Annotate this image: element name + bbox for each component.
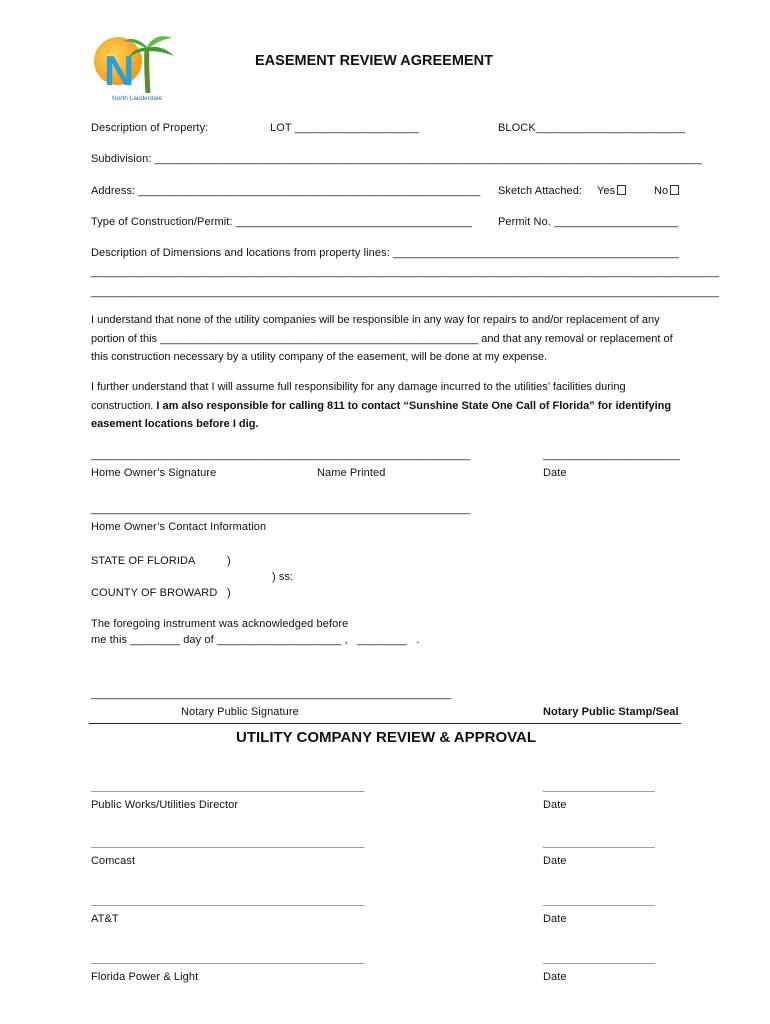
owner-date-label: Date xyxy=(543,467,567,479)
logo-n-letter: N xyxy=(104,47,135,94)
dimensions-line-2[interactable]: _____________________________________________________________________________________________________ xyxy=(91,266,719,278)
dimensions-field[interactable]: Description of Dimensions and locations from property lines: ______________________________________________ xyxy=(91,247,680,259)
owner-signature-line[interactable]: _____________________________________________________________ xyxy=(91,449,471,461)
responsibility-paragraph-2 xyxy=(91,378,681,434)
paragraph-2-text: I further understand that I will assume full responsibility for any damage incurred to the utilities’ facilities during construction. xyxy=(91,381,626,412)
notary-signature-line[interactable]: __________________________________________________________ xyxy=(91,688,452,700)
state-paren: ) xyxy=(227,555,231,567)
permit-no-field[interactable]: Permit No. ____________________ xyxy=(498,216,679,228)
approval-date-label: Date xyxy=(543,855,567,867)
north-lauderdale-logo xyxy=(92,33,178,103)
notary-stamp-label: Notary Public Stamp/Seal xyxy=(543,706,679,718)
sketch-yes-label: Yes xyxy=(597,185,616,197)
sketch-no-option[interactable] xyxy=(654,185,679,197)
approval-label: Florida Power & Light xyxy=(91,971,199,983)
construction-permit-field[interactable]: Type of Construction/Permit: ______________________________________ xyxy=(91,216,473,228)
sketch-no-label: No xyxy=(654,185,669,197)
paragraph-2-bold-text: I am also responsible for calling 811 to contact “Sunshine State One Call of Florida” for identifying easement locations before I dig. xyxy=(91,399,672,430)
sketch-no-checkbox[interactable] xyxy=(670,185,679,195)
name-printed-label: Name Printed xyxy=(317,467,386,479)
approval-signature-line[interactable]: ____________________________________________ xyxy=(91,953,365,965)
lot-field[interactable]: LOT ____________________ xyxy=(270,122,420,134)
dimensions-line-3[interactable]: _____________________________________________________________________________________________________ xyxy=(91,286,719,298)
approval-date-line[interactable]: __________________ xyxy=(543,953,655,965)
notary-signature-label: Notary Public Signature xyxy=(181,706,299,718)
ss-label: ) ss: xyxy=(272,571,294,583)
logo-caption: North Lauderdale xyxy=(112,95,163,102)
approval-section-title: UTILITY COMPANY REVIEW & APPROVAL xyxy=(236,729,537,746)
acknowledgment-line-2[interactable]: me this ________ day of ____________________ , ________ . xyxy=(91,634,420,646)
block-field[interactable]: BLOCK________________________ xyxy=(498,122,686,134)
county-paren: ) xyxy=(227,587,231,599)
approval-signature-line[interactable]: ____________________________________________ xyxy=(91,895,365,907)
approval-label: Comcast xyxy=(91,855,136,867)
approval-date-line[interactable]: __________________ xyxy=(543,895,655,907)
state-label: STATE OF FLORIDA xyxy=(91,555,196,567)
approval-date-line[interactable]: __________________ xyxy=(543,781,655,793)
section-divider xyxy=(89,723,681,724)
approval-date-label: Date xyxy=(543,799,567,811)
address-field[interactable]: Address: _______________________________________________________ xyxy=(91,185,481,197)
acknowledgment-line-1: The foregoing instrument was acknowledged before xyxy=(91,618,349,630)
county-label: COUNTY OF BROWARD xyxy=(91,587,218,599)
document-title: EASEMENT REVIEW AGREEMENT xyxy=(255,53,493,69)
contact-info-line[interactable]: _____________________________________________________________ xyxy=(91,503,471,515)
description-of-property-label: Description of Property: xyxy=(91,122,209,134)
approval-label: AT&T xyxy=(91,913,119,925)
subdivision-field[interactable]: Subdivision: ________________________________________________________________________________________ xyxy=(91,153,702,165)
approval-signature-line[interactable]: ____________________________________________ xyxy=(91,837,365,849)
home-owner-signature-label: Home Owner’s Signature xyxy=(91,467,217,479)
approval-date-label: Date xyxy=(543,971,567,983)
approval-date-label: Date xyxy=(543,913,567,925)
responsibility-paragraph-1: I understand that none of the utility companies will be responsible in any way for repairs to and/or replacement of any portion of this ____________________________________________________ and that any removal or replacement of this construction necessary by a utility company of the easement, will be done at my expense. xyxy=(91,314,673,363)
approval-signature-line[interactable]: ____________________________________________ xyxy=(91,781,365,793)
sketch-yes-checkbox[interactable] xyxy=(617,185,626,195)
sketch-yes-option[interactable] xyxy=(597,185,626,197)
owner-date-line[interactable]: ______________________ xyxy=(543,449,680,461)
approval-label: Public Works/Utilities Director xyxy=(91,799,239,811)
contact-info-label: Home Owner’s Contact Information xyxy=(91,521,267,533)
sketch-attached-label: Sketch Attached: xyxy=(498,185,583,197)
approval-date-line[interactable]: __________________ xyxy=(543,837,655,849)
